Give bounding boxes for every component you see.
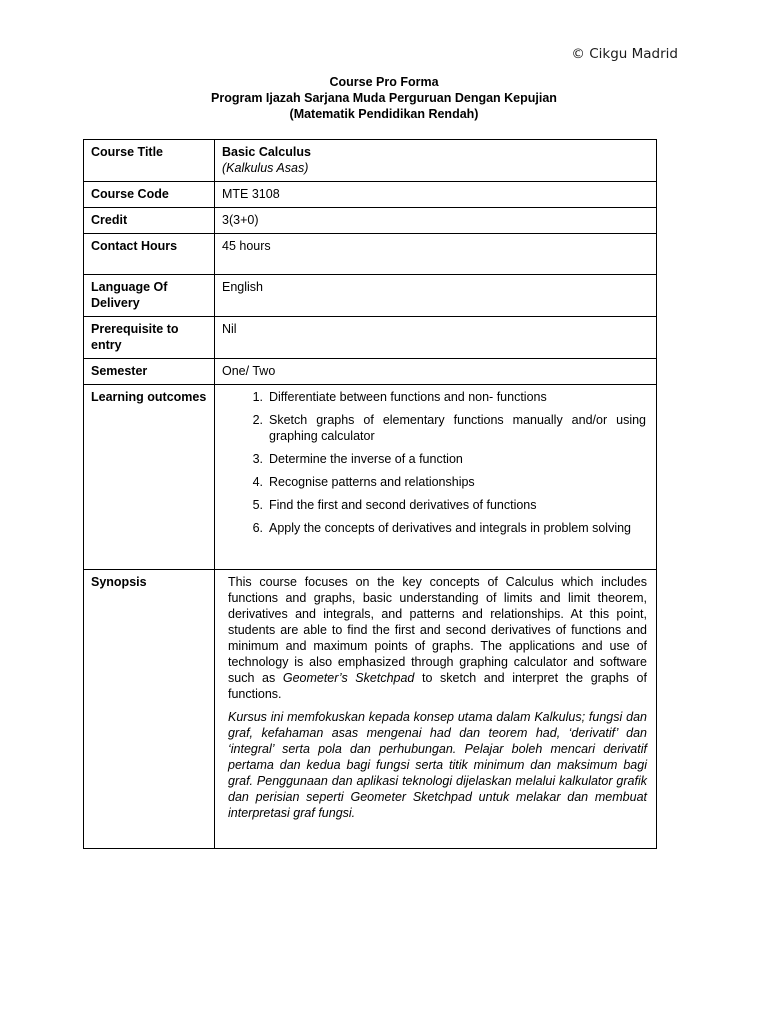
row-synopsis (84, 570, 657, 849)
course-proforma-table (83, 139, 657, 849)
synopsis-english (228, 574, 647, 702)
semester-label: Semester (84, 359, 215, 385)
course-title-label: Course Title (84, 140, 215, 182)
row-course-code (84, 182, 657, 208)
credit-value: 3(3+0) (215, 208, 657, 234)
row-contact-hours (84, 234, 657, 275)
semester-value: One/ Two (215, 359, 657, 385)
row-learning-outcomes (84, 385, 657, 570)
outcome-text: Apply the concepts of derivatives and integrals in problem solving (269, 521, 632, 535)
row-credit (84, 208, 657, 234)
language-value: English (215, 275, 657, 317)
document-header (0, 74, 768, 122)
list-item (222, 520, 648, 536)
course-code-value: MTE 3108 (215, 182, 657, 208)
synopsis-cell (215, 570, 657, 849)
header-programme: Program Ijazah Sarjana Muda Perguruan Dengan Kepujian (211, 91, 557, 105)
course-code-label: Course Code (84, 182, 215, 208)
outcome-text: Find the first and second derivatives of functions (269, 498, 537, 512)
list-item (222, 474, 648, 490)
outcome-number: 1. (252, 390, 263, 404)
outcome-number: 4. (252, 475, 263, 489)
learning-outcomes-cell (215, 385, 657, 570)
course-title-cell (215, 140, 657, 182)
outcome-number: 2. (252, 413, 263, 427)
list-item (222, 412, 648, 444)
outcome-text: Differentiate between functions and non- functions (269, 390, 547, 404)
contact-hours-value: 45 hours (215, 234, 657, 275)
header-title: Course Pro Forma (329, 75, 439, 89)
learning-outcomes-list (222, 389, 650, 536)
header-specialisation: (Matematik Pendidikan Rendah) (289, 107, 479, 121)
row-language (84, 275, 657, 317)
outcome-number: 6. (252, 521, 263, 535)
prerequisite-label: Prerequisite to entry (84, 317, 215, 359)
synopsis-english-part1: This course focuses on the key concepts of Calculus which includes functions and graphs, basic understanding of limits and limit theorem, derivatives and integrals, and patterns and relationships. At this point, students are able to find the first and second derivatives of functions and minimum and maximum points of graphs. The applications and use of technology is also emphasized through graphing calculator and software such as (228, 575, 647, 685)
list-item (222, 389, 648, 405)
synopsis-label: Synopsis (84, 570, 215, 849)
learning-outcomes-label: Learning outcomes (84, 385, 215, 570)
synopsis-english-part2: to sketch and interpret the graphs of functions. (228, 671, 647, 701)
outcome-text: Sketch graphs of elementary functions manually and/or using graphing calculator (269, 413, 646, 443)
row-course-title (84, 140, 657, 182)
language-label: Language Of Delivery (84, 275, 215, 317)
list-item (222, 497, 648, 513)
prerequisite-value: Nil (215, 317, 657, 359)
synopsis-malay: Kursus ini memfokuskan kepada konsep utama dalam Kalkulus; fungsi dan graf, kefahaman asas mengenai had dan teorem had, ‘derivatif’ dan ‘integral’ serta pola dan perhubungan. Pelajar boleh mencari derivatif pertama dan kedua bagi fungsi serta titik minimum dan maksimum bagi graf. Penggunaan dan aplikasi teknologi dijelaskan melalui kalkulator grafik dan perisian seperti Geometer Sketchpad untuk melakar dan membuat interpretasi graf fungsi. (228, 710, 647, 820)
row-semester (84, 359, 657, 385)
course-title-value: Basic Calculus (222, 145, 311, 159)
outcome-number: 5. (252, 498, 263, 512)
contact-hours-label: Contact Hours (84, 234, 215, 275)
credit-label: Credit (84, 208, 215, 234)
outcome-number: 3. (252, 452, 263, 466)
course-title-malay: (Kalkulus Asas) (222, 161, 309, 175)
row-prerequisite (84, 317, 657, 359)
list-item (222, 451, 648, 467)
synopsis-software-name: Geometer’s Sketchpad (282, 671, 415, 685)
outcome-text: Recognise patterns and relationships (269, 475, 475, 489)
outcome-text: Determine the inverse of a function (269, 452, 463, 466)
copyright-watermark: © Cikgu Madrid (571, 46, 678, 62)
